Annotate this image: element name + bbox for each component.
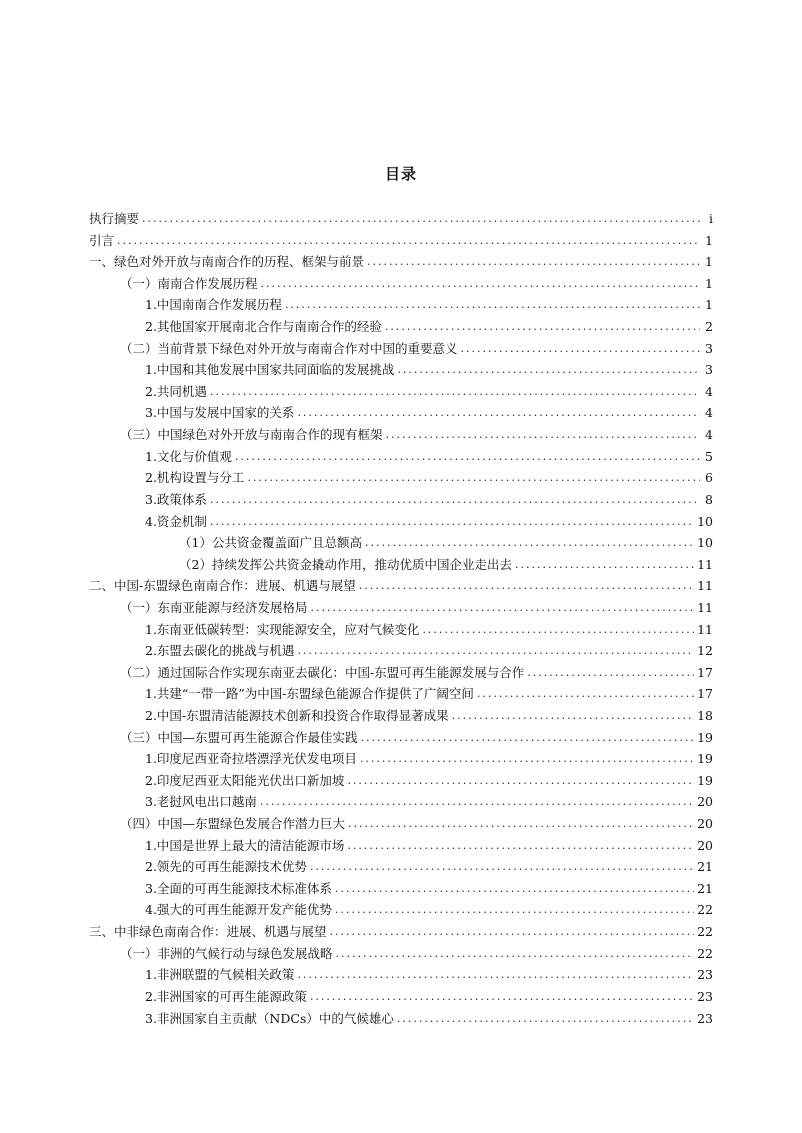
toc-leader-dots: [515, 554, 694, 576]
toc-entry[interactable]: [89, 446, 713, 468]
toc-page-number: 11: [697, 578, 713, 594]
toc-entry-title: （1）公共资金覆盖面广且总额高: [179, 535, 362, 551]
toc-entry-title: （2）持续发挥公共资金撬动作用，推动优质中国企业走出去: [179, 556, 512, 572]
toc-entry-title: 2.机构设置与分工: [145, 470, 245, 486]
toc-entry[interactable]: [89, 921, 713, 943]
toc-leader-dots: [310, 856, 694, 878]
toc-entry-title: 执行摘要: [89, 210, 140, 226]
toc-entry-title: 2.印度尼西亚太阳能光伏出口新加坡: [145, 772, 345, 788]
toc-entry-title: 1.共建“一带一路”为中国-东盟绿色能源合作提供了广阔空间: [145, 686, 474, 702]
toc-entry[interactable]: [89, 402, 713, 424]
toc-entry-title: 2.东盟去碳化的挑战与机遇: [145, 643, 295, 659]
toc-entry-title: 1.中国南南合作发展历程: [145, 297, 282, 313]
table-of-contents: [89, 208, 713, 1029]
toc-leader-dots: [210, 511, 694, 533]
toc-entry[interactable]: [89, 338, 713, 360]
toc-entry[interactable]: [89, 489, 713, 511]
toc-entry-title: 3.非洲国家自主贡献（NDCs）中的气候雄心: [145, 1010, 394, 1026]
toc-entry-title: 3.政策体系: [145, 491, 207, 507]
toc-page-number: 19: [697, 772, 713, 788]
toc-entry[interactable]: [89, 511, 713, 533]
toc-entry-title: 2.领先的可再生能源技术优势: [145, 859, 307, 875]
toc-entry[interactable]: [89, 208, 713, 230]
toc-entry[interactable]: [89, 532, 713, 554]
toc-leader-dots: [142, 208, 700, 230]
toc-entry-title: 一、绿色对外开放与南南合作的历程、框架与前景: [89, 254, 365, 270]
toc-entry-title: （一）非洲的气候行动与绿色发展战略: [120, 945, 333, 961]
toc-entry[interactable]: [89, 575, 713, 597]
toc-page-number: 20: [697, 816, 713, 832]
toc-leader-dots: [235, 446, 700, 468]
toc-page-number: 17: [697, 664, 713, 680]
toc-leader-dots: [311, 597, 695, 619]
toc-page-number: 19: [697, 729, 713, 745]
toc-entry-title: 1.中国是世界上最大的清洁能源市场: [145, 837, 345, 853]
toc-leader-dots: [335, 878, 694, 900]
toc-page-number: 6: [705, 470, 713, 486]
toc-entry[interactable]: [89, 316, 713, 338]
toc-leader-dots: [297, 402, 700, 424]
toc-page-number: 10: [697, 513, 713, 529]
toc-entry[interactable]: [89, 986, 713, 1008]
toc-entry[interactable]: [89, 835, 713, 857]
toc-leader-dots: [260, 791, 694, 813]
toc-leader-dots: [365, 532, 694, 554]
toc-entry-title: （二）当前背景下绿色对外开放与南南合作对中国的重要意义: [120, 340, 458, 356]
toc-entry-title: 2.非洲国家的可再生能源政策: [145, 988, 307, 1004]
toc-leader-dots: [247, 467, 700, 489]
toc-entry-title: 三、中非绿色南南合作：进展、机遇与展望: [89, 924, 327, 940]
toc-page-number: 19: [697, 751, 713, 767]
toc-entry-title: 3.全面的可再生能源技术标准体系: [145, 880, 332, 896]
toc-leader-dots: [477, 683, 694, 705]
toc-leader-dots: [348, 813, 694, 835]
toc-page-number: 20: [697, 837, 713, 853]
toc-entry-title: 4.资金机制: [145, 513, 207, 529]
toc-page-number: 22: [697, 945, 713, 961]
toc-entry-title: 3.老挝风电出口越南: [145, 794, 257, 810]
toc-page-number: 1: [705, 275, 713, 291]
toc-leader-dots: [210, 489, 700, 511]
toc-page-number: 3: [705, 362, 713, 378]
toc-entry[interactable]: [89, 770, 713, 792]
toc-entry-title: 2.共同机遇: [145, 383, 207, 399]
toc-entry[interactable]: [89, 683, 713, 705]
toc-entry[interactable]: [89, 251, 713, 273]
toc-page-number: 5: [705, 448, 713, 464]
toc-entry[interactable]: [89, 381, 713, 403]
toc-leader-dots: [385, 316, 700, 338]
toc-page-number: 8: [705, 491, 713, 507]
toc-entry[interactable]: [89, 705, 713, 727]
toc-leader-dots: [359, 575, 694, 597]
toc-page-number: 1: [705, 297, 713, 313]
toc-page-number: 3: [705, 340, 713, 356]
toc-entry[interactable]: [89, 748, 713, 770]
toc-page-number: 23: [697, 1010, 713, 1026]
toc-page-number: 10: [697, 535, 713, 551]
toc-page-number: 20: [697, 794, 713, 810]
toc-leader-dots: [347, 835, 694, 857]
toc-page-number: 1: [705, 254, 713, 270]
toc-entry-title: 1.东南亚低碳转型：实现能源安全，应对气候变化: [145, 621, 420, 637]
toc-entry[interactable]: [89, 294, 713, 316]
toc-entry-title: 4.强大的可再生能源开发产能优势: [145, 902, 332, 918]
toc-leader-dots: [461, 338, 700, 360]
toc-entry-title: 1.印度尼西亚奇拉塔漂浮光伏发电项目: [145, 751, 357, 767]
toc-page-number: 18: [697, 708, 713, 723]
toc-leader-dots: [297, 964, 694, 986]
toc-page-number: i: [709, 210, 713, 226]
toc-page-number: 23: [697, 967, 713, 983]
toc-entry[interactable]: [89, 964, 713, 986]
toc-leader-dots: [347, 770, 694, 792]
toc-leader-dots: [261, 273, 700, 295]
toc-leader-dots: [210, 381, 700, 403]
toc-leader-dots: [330, 921, 695, 943]
toc-page-number: 4: [705, 427, 713, 443]
toc-entry[interactable]: [89, 230, 713, 252]
toc-leader-dots: [335, 899, 694, 921]
toc-entry-title: 1.文化与价值观: [145, 448, 232, 464]
toc-page-number: 2: [705, 319, 713, 335]
toc-entry-title: （四）中国—东盟绿色发展合作潜力巨大: [120, 816, 346, 832]
toc-entry-title: （二）通过国际合作实现东南亚去碳化：中国-东盟可再生能源发展与合作: [120, 664, 525, 680]
toc-leader-dots: [310, 986, 694, 1008]
toc-entry-title: 2.中国-东盟清洁能源技术创新和投资合作取得显著成果: [145, 708, 449, 723]
toc-entry[interactable]: [89, 640, 713, 662]
toc-page-number: 21: [697, 880, 713, 896]
toc-page-number: 4: [705, 383, 713, 399]
toc-leader-dots: [367, 251, 700, 273]
toc-page-number: 12: [697, 643, 713, 659]
toc-page-number: 22: [697, 924, 713, 940]
toc-leader-dots: [360, 748, 694, 770]
toc-entry-title: 引言: [89, 232, 115, 248]
toc-leader-dots: [386, 424, 700, 446]
toc-entry[interactable]: [89, 943, 713, 965]
toc-page-number: 17: [697, 686, 713, 702]
toc-page-number: 23: [697, 988, 713, 1004]
toc-page-number: 22: [697, 902, 713, 918]
toc-entry[interactable]: [89, 727, 713, 749]
toc-leader-dots: [397, 1008, 694, 1030]
toc-leader-dots: [285, 294, 700, 316]
toc-title: 目录: [384, 165, 417, 183]
toc-page-number: 1: [705, 232, 713, 248]
toc-entry-title: 2.其他国家开展南北合作与南南合作的经验: [145, 319, 382, 335]
toc-entry-title: 1.中国和其他发展中国家共同面临的发展挑战: [145, 362, 395, 378]
toc-entry-title: （一）东南亚能源与经济发展格局: [120, 599, 308, 615]
toc-entry-title: 二、中国-东盟绿色南南合作：进展、机遇与展望: [89, 578, 356, 594]
toc-entry[interactable]: [89, 273, 713, 295]
toc-entry[interactable]: [89, 900, 713, 922]
toc-leader-dots: [336, 943, 695, 965]
toc-entry[interactable]: [89, 554, 713, 576]
toc-entry[interactable]: [89, 424, 713, 446]
toc-page-number: 11: [697, 621, 713, 637]
toc-entry-title: （三）中国绿色对外开放与南南合作的现有框架: [120, 427, 383, 443]
toc-entry-title: （一）南南合作发展历程: [120, 275, 258, 291]
toc-entry[interactable]: [89, 856, 713, 878]
toc-leader-dots: [397, 359, 700, 381]
toc-entry-title: 1.非洲联盟的气候相关政策: [145, 967, 295, 983]
toc-leader-dots: [117, 230, 700, 252]
toc-page-number: 11: [697, 599, 713, 615]
toc-leader-dots: [452, 705, 694, 727]
toc-entry[interactable]: [89, 878, 713, 900]
toc-entry-title: 3.中国与发展中国家的关系: [145, 405, 295, 421]
toc-entry-title: （三）中国—东盟可再生能源合作最佳实践: [120, 729, 358, 745]
toc-leader-dots: [361, 727, 695, 749]
toc-entry[interactable]: [89, 791, 713, 813]
toc-entry[interactable]: [89, 619, 713, 641]
toc-leader-dots: [527, 662, 694, 684]
toc-page-number: 4: [705, 405, 713, 421]
toc-entry[interactable]: [89, 359, 713, 381]
toc-page-number: 11: [697, 556, 713, 572]
toc-leader-dots: [297, 640, 694, 662]
toc-entry[interactable]: [89, 813, 713, 835]
toc-entry[interactable]: [89, 467, 713, 489]
toc-entry[interactable]: [89, 662, 713, 684]
toc-entry[interactable]: [89, 1008, 713, 1030]
toc-leader-dots: [422, 619, 694, 641]
toc-page-number: 21: [697, 859, 713, 875]
toc-entry[interactable]: [89, 597, 713, 619]
